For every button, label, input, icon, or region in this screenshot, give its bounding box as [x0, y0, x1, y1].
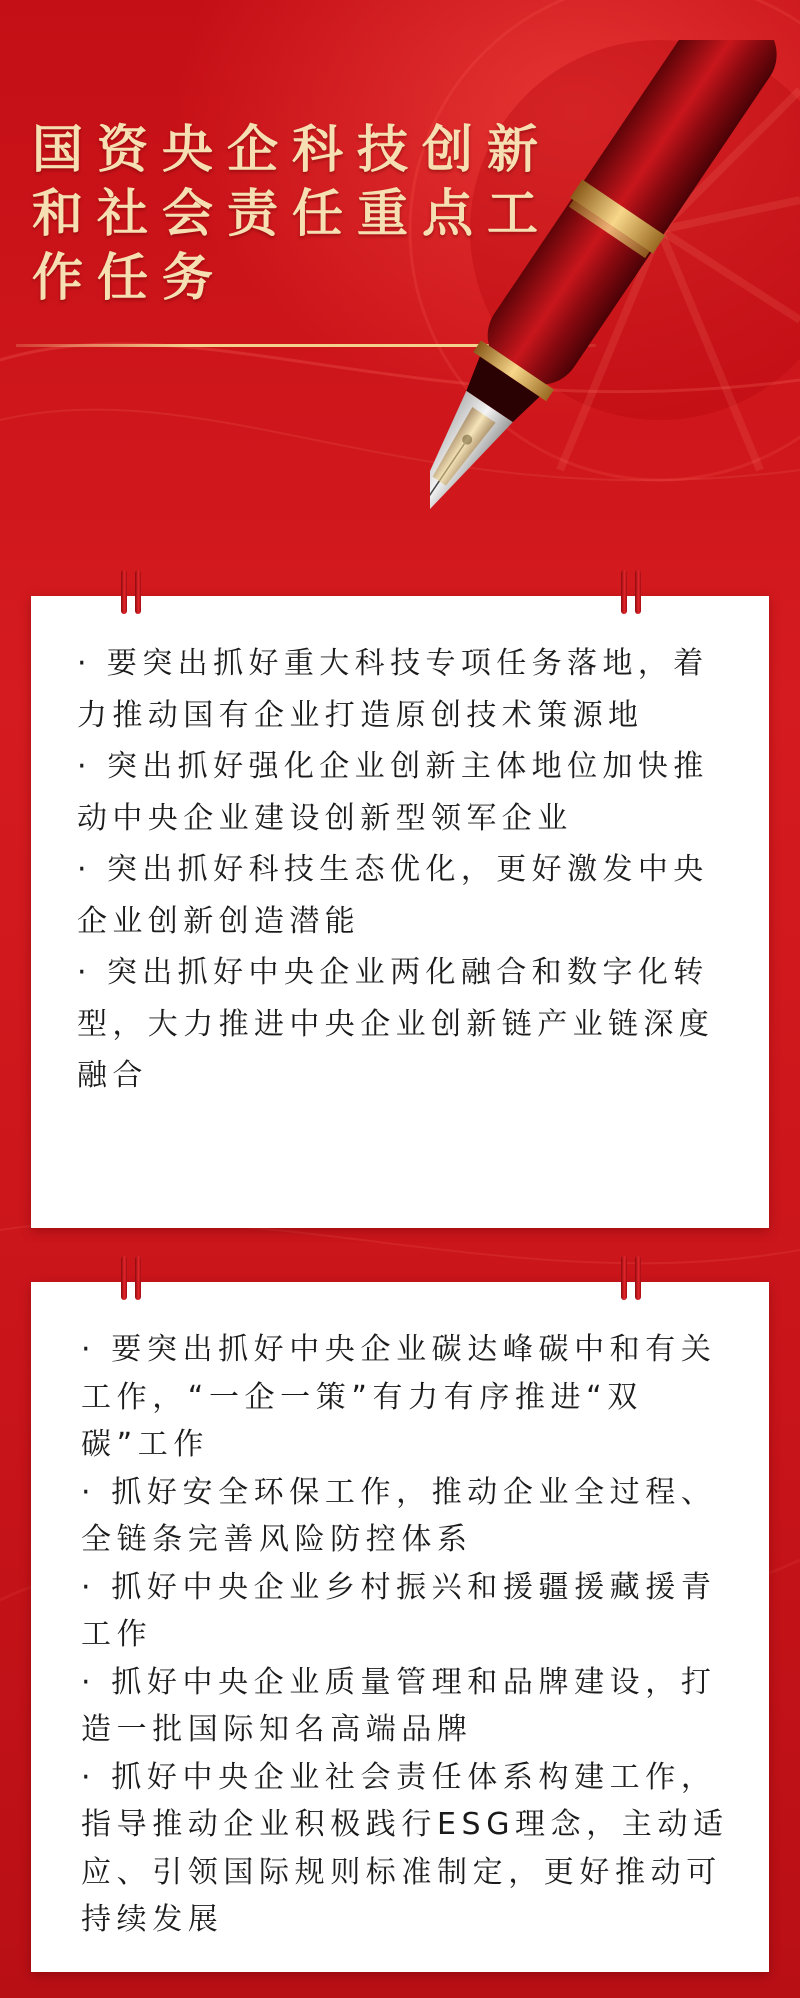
binder-clip-icon [135, 570, 141, 614]
list-item: · 抓好中央企业社会责任体系构建工作，指导推动企业积极践行ESG理念，主动适应、引领国际规则标准制定，更好推动可持续发展 [81, 1759, 729, 1937]
task-list [81, 1326, 731, 1944]
task-card-social-responsibility [31, 1282, 769, 1972]
title-line-1: 国资央企科技创新 [32, 120, 553, 180]
title-line-2: 和社会责任重点工 [32, 184, 553, 244]
binder-clip-icon [121, 1256, 127, 1300]
binder-clip-icon [635, 1256, 641, 1300]
binder-clip-icon [635, 570, 641, 614]
title-line-3: 作任务 [32, 248, 228, 308]
binder-clip-icon [121, 570, 127, 614]
list-item: · 突出抓好强化企业创新主体地位加快推动中央企业建设创新型领军企业 [77, 749, 709, 836]
list-item: · 突出抓好科技生态优化，更好激发中央企业创新创造潜能 [77, 852, 709, 939]
list-item: · 抓好安全环保工作，推动企业全过程、全链条完善风险防控体系 [81, 1474, 717, 1557]
list-item: · 要突出抓好中央企业碳达峰碳中和有关工作，“一企一策”有力有序推进“双碳”工作 [81, 1332, 717, 1462]
list-item: · 要突出抓好重大科技专项任务落地，着力推动国有企业打造原创技术策源地 [77, 646, 709, 733]
list-item: · 抓好中央企业乡村振兴和援疆援藏援青工作 [81, 1569, 717, 1652]
task-list [77, 638, 727, 1102]
fountain-pen-illustration [430, 40, 800, 580]
task-card-tech-innovation [31, 596, 769, 1228]
binder-clip-icon [621, 1256, 627, 1300]
binder-clip-icon [621, 570, 627, 614]
list-item: · 突出抓好中央企业两化融合和数字化转型，大力推进中央企业创新链产业链深度融合 [77, 955, 715, 1093]
binder-clip-icon [135, 1256, 141, 1300]
list-item: · 抓好中央企业质量管理和品牌建设，打造一批国际知名高端品牌 [81, 1664, 717, 1747]
